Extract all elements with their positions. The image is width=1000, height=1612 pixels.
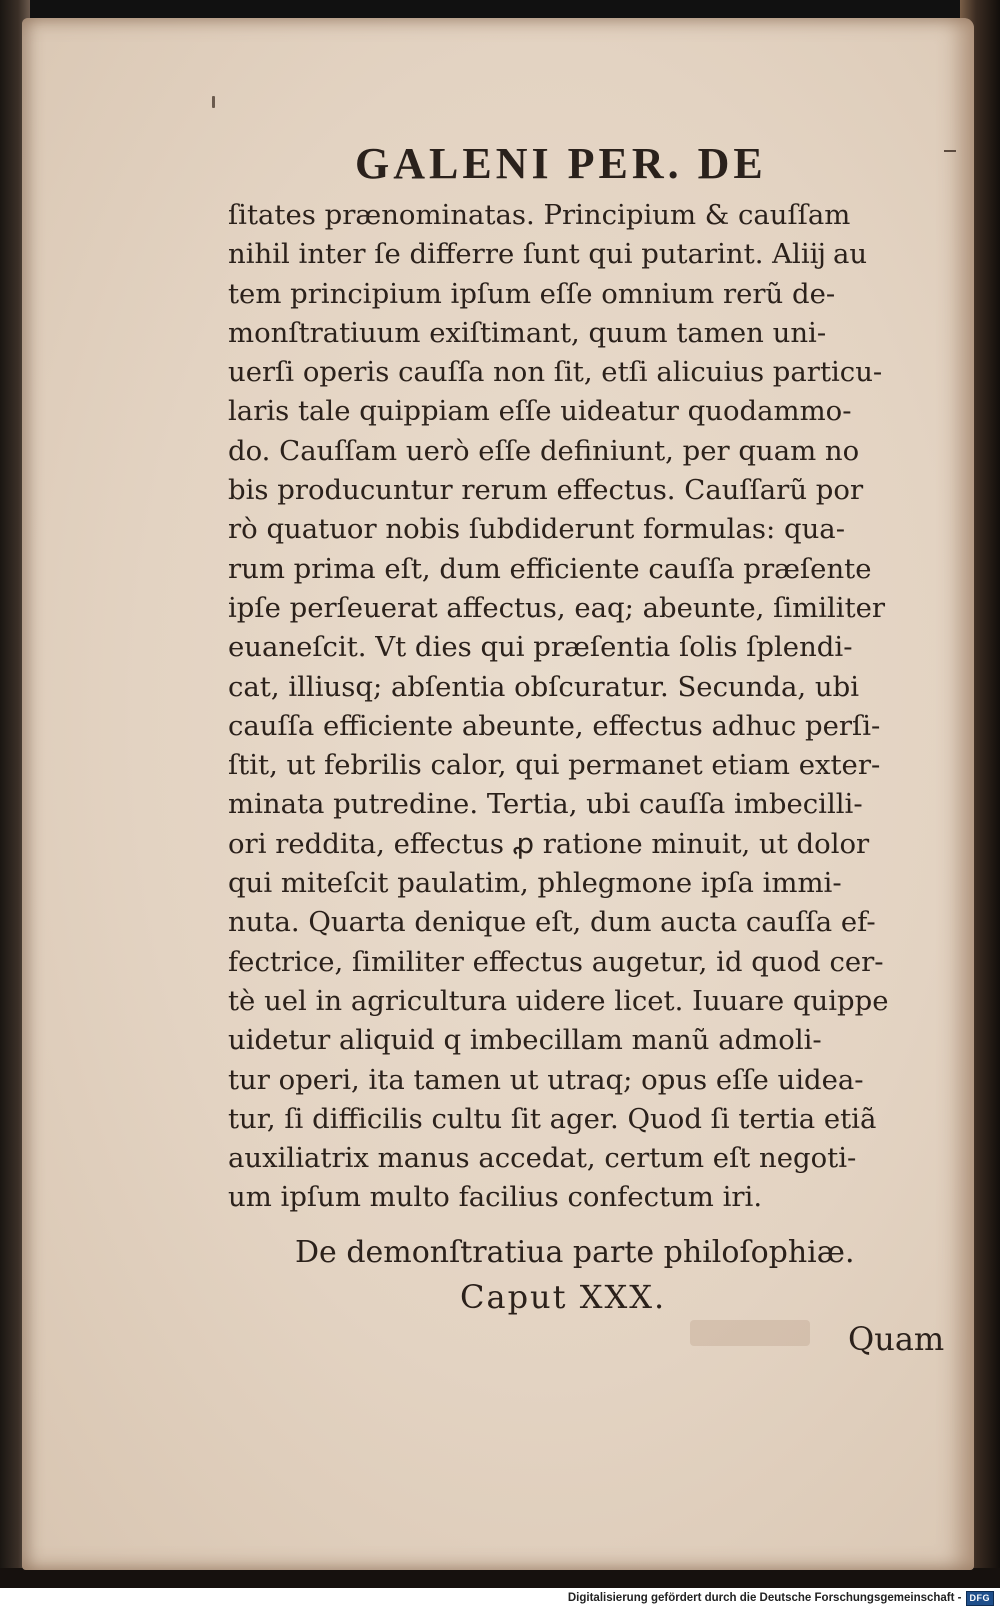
text-line: tur, ſi difficilis cultu ſit ager. Quod ſi tertia etiã (228, 1102, 877, 1135)
text-line: uerſi operis cauſſa non ſit, etſi alicuius particu- (228, 356, 883, 389)
text-line: do. Cauſſam uerò eſſe definiunt, per quam no (228, 434, 860, 467)
text-line: rum prima eſt, dum efficiente cauſſa præſente (228, 552, 872, 585)
text-line: qui miteſcit paulatim, phlegmone ipſa immi- (228, 867, 842, 900)
page-speck (212, 96, 215, 108)
text-line: laris tale quippiam eſſe uideatur quodammo- (228, 395, 852, 428)
digitization-footer (568, 1588, 994, 1608)
text-line: ipſe perſeuerat affectus, eaq; abeunte, ſimiliter (228, 591, 886, 624)
text-line: cauſſa efficiente abeunte, effectus adhuc perſi- (228, 709, 881, 742)
body-text (228, 196, 948, 1218)
text-line: uidetur aliquid q imbecillam manũ admoli- (228, 1024, 822, 1057)
text-line: ſtit, ut febrilis calor, qui permanet etiam exter- (228, 749, 881, 782)
page-speck (944, 150, 956, 152)
chapter-title: De demonſtratiua parte philoſophiæ. (295, 1235, 855, 1270)
footer-credit-text: Digitalisierung gefördert durch die Deutsche Forschungsgemeinschaft - (567, 1592, 962, 1604)
text-line: fectrice, ſimiliter effectus augetur, id quod cer- (228, 945, 884, 978)
text-line: nuta. Quarta denique eſt, dum aucta cauſſa ef- (228, 906, 876, 939)
text-line: tè uel in agricultura uidere licet. Iuuare quippe (228, 984, 889, 1017)
running-header: GALENI PER. DE (355, 139, 767, 188)
text-line: ſitates prænominatas. Principium & cauſſam (228, 199, 851, 231)
dfg-logo: DFG (966, 1591, 995, 1606)
text-line: monſtratiuum exiſtimant, quum tamen uni- (228, 316, 827, 349)
text-line: ori reddita, effectus ꝓ ratione minuit, ut dolor (228, 827, 870, 860)
text-line: tem principium ipſum eſſe omnium rerũ de- (228, 277, 836, 310)
text-line: bis producuntur rerum effectus. Cauſſarũ por (228, 474, 864, 507)
text-line: nihil inter ſe differre ſunt qui putarint. Aliĳ au (228, 238, 868, 271)
text-line: euaneſcit. Vt dies qui præſentia ſolis ſplendi- (228, 631, 853, 664)
text-line: um ipſum multo facilius confectum iri. (228, 1181, 763, 1214)
scan-bottom-border (0, 1568, 1000, 1588)
text-line: rò quatuor nobis ſubdiderunt formulas: qua- (228, 513, 845, 546)
text-line: auxiliatrix manus accedat, certum eſt negoti- (228, 1142, 857, 1175)
chapter-number: Caput XXX. (460, 1278, 667, 1316)
text-line: cat, illiusq; abſentia obſcuratur. Secunda, ubi (228, 670, 859, 703)
text-line: tur operi, ita tamen ut utraq; opus eſſe uidea- (228, 1063, 864, 1096)
catchword: Quam (848, 1320, 945, 1358)
text-line: minata putredine. Tertia, ubi cauſſa imbecilli- (228, 788, 863, 821)
bleed-through-smudge (690, 1320, 810, 1346)
